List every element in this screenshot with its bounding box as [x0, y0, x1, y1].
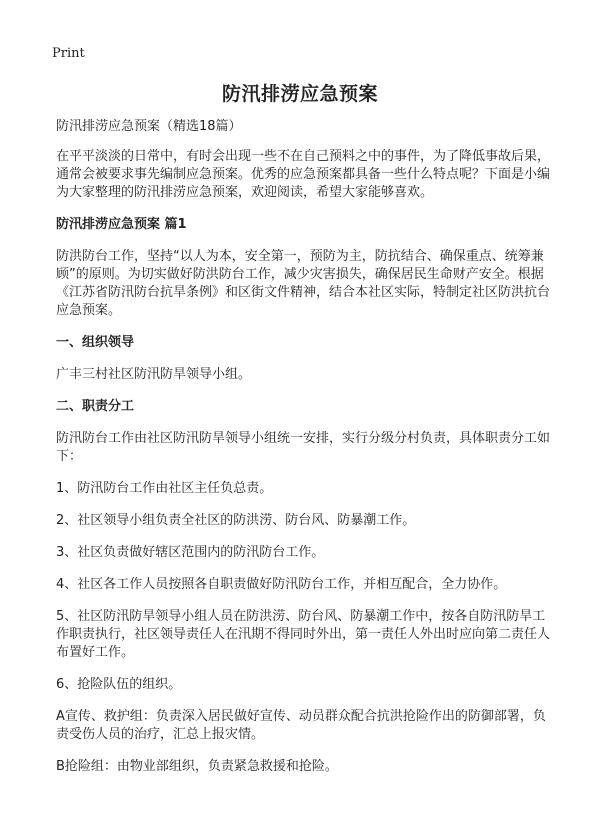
heading-responsibilities: 二、职责分工: [56, 399, 135, 414]
organization-paragraph: 广丰三村社区防汛防旱领导小组。: [56, 367, 252, 382]
list-item: 3、社区负责做好辖区范围内的防汛防台工作。: [56, 545, 325, 560]
principle-paragraph: 防洪防台工作，坚持“以人为本，安全第一，预防为主，防抗结合、确保重点、统筹兼顾”的原则。为切实做好防洪防台工作，减少灾害损失，确保居民生命财产安全。根据《江苏省防汛防台抗旱条例》和区街文件精神，结合本社区实际，特制定社区防洪抗台应急预案。: [56, 249, 551, 318]
list-item: 4、社区各工作人员按照各自职责做好防汛防台工作，并相互配合，全力协作。: [56, 577, 507, 592]
section-title: 防汛排涝应急预案 篇1: [56, 217, 187, 232]
list-item: 5、社区防汛防旱领导小组人员在防洪涝、防台风、防暴潮工作中，按各自防汛防旱工作职责执行，社区领导责任人在汛期不得同时外出，第一责任人外出时应向第二责任人布置好工作。: [56, 609, 551, 660]
list-item: 2、社区领导小组负责全社区的防洪涝、防台风、防暴潮工作。: [56, 513, 416, 528]
document-body: [56, 118, 556, 790]
list-item: 6、抢险队伍的组织。: [56, 677, 182, 692]
intro-paragraph: 在平平淡淡的日常中，有时会出现一些不在自己预料之中的事件，为了降低事故后果，通常会被要求事先编制应急预案。优秀的应急预案都具备一些什么特点呢？下面是小编为大家整理的防汛排涝应急预案，欢迎阅读，希望大家能够喜欢。: [56, 149, 551, 200]
print-link[interactable]: Print: [52, 46, 85, 61]
list-item: 1、防汛防台工作由社区主任负总责。: [56, 481, 273, 496]
list-item: A宣传、救护组：负责深入居民做好宣传、动员群众配合抗洪抢险作出的防御部署，负责受伤人员的治疗，汇总上报灾情。: [56, 709, 546, 742]
heading-organization: 一、组织领导: [56, 335, 135, 350]
page-title: 防汛排涝应急预案: [221, 83, 378, 105]
responsibilities-paragraph: 防汛防台工作由社区防汛防旱领导小组统一安排，实行分级分村负责，具体职责分工如下：: [56, 431, 551, 464]
list-item: B抢险组：由物业部组织，负责紧急救援和抢险。: [56, 759, 338, 774]
document-subtitle: 防汛排涝应急预案（精选18篇）: [56, 119, 242, 134]
